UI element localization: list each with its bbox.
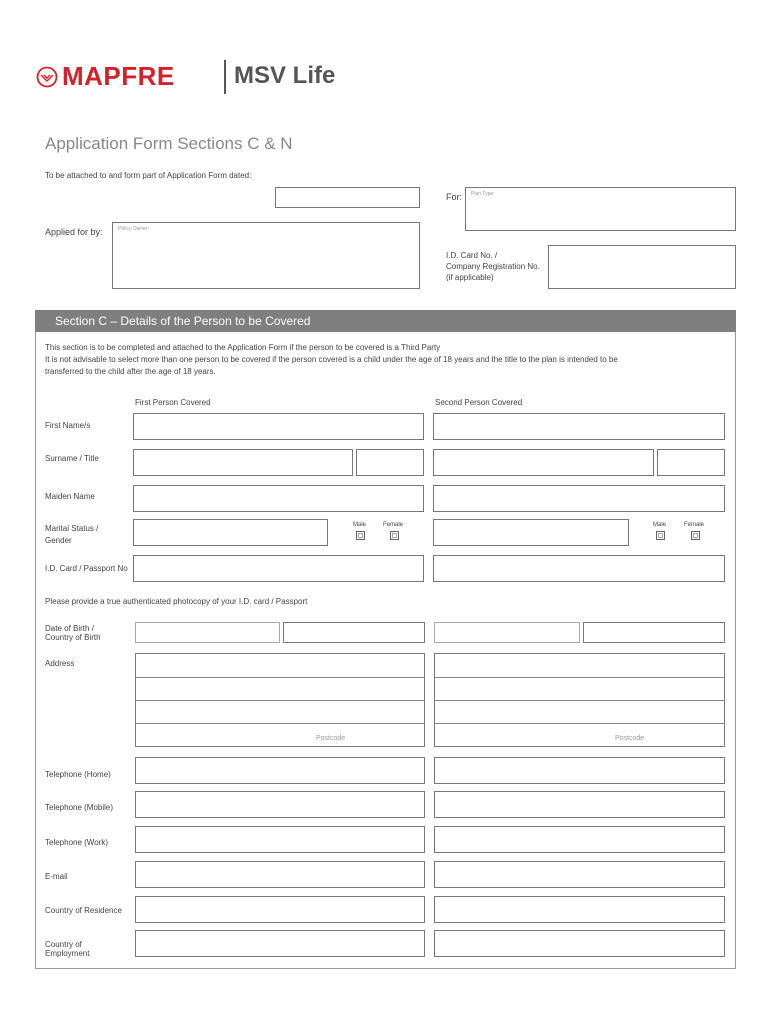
first-names-label: First Name/s — [45, 421, 91, 430]
id-passport-field-2[interactable] — [433, 555, 725, 582]
section-c-header — [35, 310, 736, 332]
id-passport-label: I.D. Card / Passport No — [45, 564, 128, 573]
address-label: Address — [45, 659, 75, 668]
postcode-label-2: Postcode — [615, 735, 645, 742]
page-title: Application Form Sections C & N — [45, 134, 293, 153]
male-label-2: Male — [653, 522, 667, 528]
male-label-1: Male — [353, 522, 367, 528]
country-residence-label: Country of Residence — [45, 906, 122, 915]
section-desc-2: It is not advisable to select more than one person to be covered if the person covered is a child under the age of 18 years and the title to the plan is intended to be — [45, 355, 618, 364]
tel-home-field-2[interactable] — [434, 757, 725, 784]
second-person-heading: Second Person Covered — [435, 398, 523, 407]
email-label: E-mail — [45, 872, 68, 881]
dob-label-1: Date of Birth / — [45, 624, 94, 633]
section-desc-3: transferred to the child after the age of 18 years. — [45, 367, 216, 376]
country-of-birth-field-1[interactable] — [283, 622, 425, 643]
surname-field-1[interactable] — [133, 449, 353, 476]
address-field-2[interactable] — [434, 653, 725, 747]
maiden-name-label: Maiden Name — [45, 492, 95, 501]
email-field-2[interactable] — [434, 861, 725, 888]
application-date-field[interactable] — [275, 187, 420, 208]
postcode-label-1: Postcode — [316, 735, 346, 742]
intro-text: To be attached to and form part of Application Form dated: — [45, 171, 252, 180]
country-of-birth-field-2[interactable] — [583, 622, 725, 643]
country-employment-label-1: Country of — [45, 940, 82, 949]
male-checkbox-1[interactable] — [356, 531, 365, 540]
address-line-divider — [136, 700, 424, 701]
photocopy-note: Please provide a true authenticated photocopy of your I.D. card / Passport — [45, 597, 308, 606]
marital-status-field-2[interactable] — [433, 519, 629, 546]
address-line-divider — [435, 723, 724, 724]
first-names-field-2[interactable] — [433, 413, 725, 440]
female-label-1: Female — [383, 522, 404, 528]
country-residence-field-2[interactable] — [434, 896, 725, 923]
address-line-divider — [435, 700, 724, 701]
id-card-label-1: I.D. Card No. / — [446, 251, 498, 260]
country-residence-field-1[interactable] — [135, 896, 425, 923]
address-line-divider — [136, 677, 424, 678]
tel-mobile-label: Telephone (Mobile) — [45, 803, 114, 812]
id-card-label-3: (if applicable) — [446, 273, 494, 282]
email-field-1[interactable] — [135, 861, 425, 888]
country-employment-field-2[interactable] — [434, 930, 725, 957]
female-label-2: Female — [684, 522, 705, 528]
title-field-1[interactable] — [356, 449, 424, 476]
tel-work-field-1[interactable] — [135, 826, 425, 853]
surname-field-2[interactable] — [433, 449, 654, 476]
country-employment-label-2: Employment — [45, 949, 90, 958]
dob-field-2[interactable] — [434, 622, 580, 643]
first-person-heading: First Person Covered — [135, 398, 211, 407]
dob-label-2: Country of Birth — [45, 633, 101, 642]
dob-field-1[interactable] — [135, 622, 280, 643]
title-field-2[interactable] — [657, 449, 725, 476]
tel-work-label: Telephone (Work) — [45, 838, 108, 847]
tel-mobile-field-1[interactable] — [135, 791, 425, 818]
address-line-divider — [435, 677, 724, 678]
section-c-title: Section C – Details of the Person to be Covered — [55, 314, 311, 328]
plan-type-hint: Plan Type: — [471, 191, 495, 197]
brand-name: MAPFRE — [62, 61, 175, 91]
first-names-field-1[interactable] — [133, 413, 424, 440]
female-checkbox-2[interactable] — [691, 531, 700, 540]
tel-home-label: Telephone (Home) — [45, 770, 111, 779]
tel-mobile-field-2[interactable] — [434, 791, 725, 818]
id-card-label-2: Company Registration No. — [446, 262, 540, 271]
brand-product: MSV Life — [234, 62, 336, 89]
address-field-1[interactable] — [135, 653, 425, 747]
country-employment-field-1[interactable] — [135, 930, 425, 957]
marital-status-label-2: Gender — [45, 536, 72, 545]
policy-owner-hint: Policy Owner: — [118, 226, 149, 232]
id-card-field[interactable] — [548, 245, 736, 289]
mapfre-emblem-icon — [36, 66, 58, 88]
female-checkbox-1[interactable] — [390, 531, 399, 540]
applied-for-by-label: Applied for by: — [45, 227, 103, 237]
marital-status-label-1: Marital Status / — [45, 524, 99, 533]
for-label: For: — [446, 192, 463, 202]
tel-home-field-1[interactable] — [135, 757, 425, 784]
male-checkbox-2[interactable] — [656, 531, 665, 540]
policy-owner-field[interactable] — [112, 222, 420, 289]
maiden-name-field-1[interactable] — [133, 485, 424, 512]
logo-divider — [224, 60, 226, 94]
marital-status-field-1[interactable] — [133, 519, 328, 546]
address-line-divider — [136, 723, 424, 724]
tel-work-field-2[interactable] — [434, 826, 725, 853]
maiden-name-field-2[interactable] — [433, 485, 725, 512]
plan-type-field[interactable] — [465, 187, 736, 231]
id-passport-field-1[interactable] — [133, 555, 424, 582]
section-desc-1: This section is to be completed and attached to the Application Form if the person to be covered is a Third Party — [45, 343, 441, 352]
surname-label: Surname / Title — [45, 454, 99, 463]
